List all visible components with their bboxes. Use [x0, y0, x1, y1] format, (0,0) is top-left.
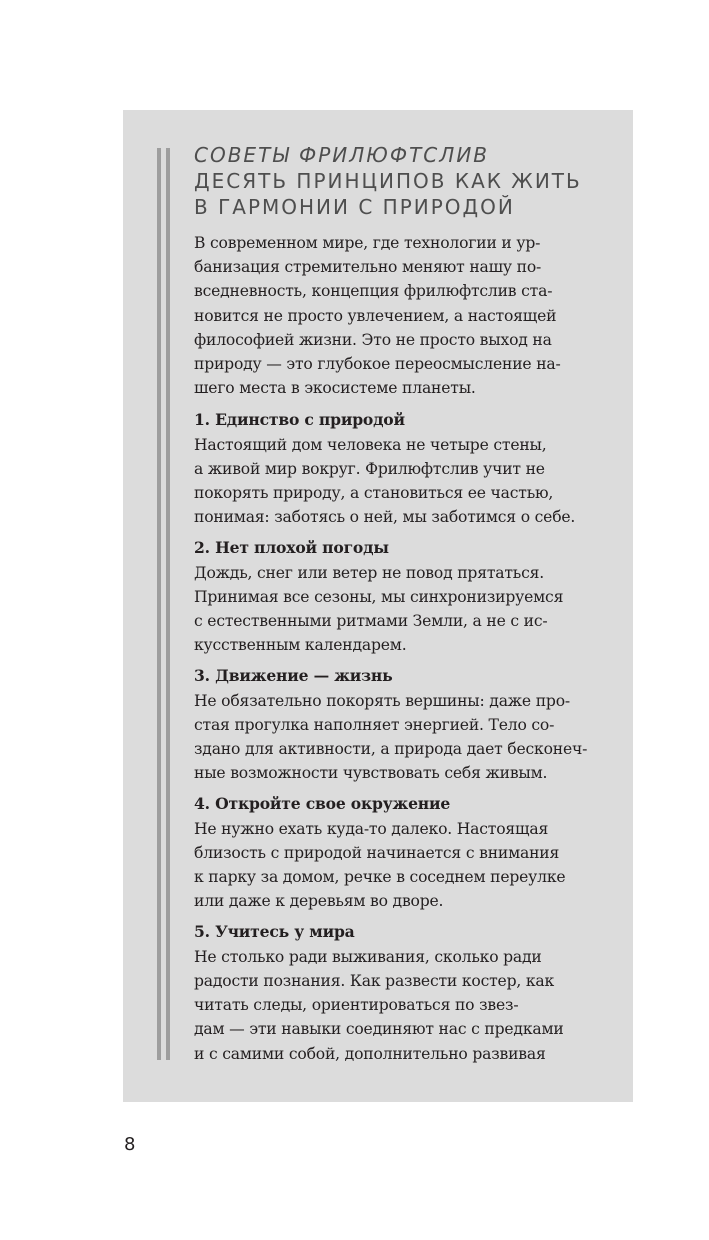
- sidebar-accent-bar-left: [157, 148, 161, 1060]
- principle-line: ные возможности чувствовать себя живым.: [194, 764, 548, 783]
- page-number: 8: [124, 1134, 136, 1155]
- principle-section-1: [194, 408, 614, 529]
- principle-heading: 3. Движение — жизнь: [194, 666, 393, 686]
- sidebar-title: СОВЕТЫ ФРИЛЮФТСЛИВ: [194, 143, 489, 167]
- principle-heading: 5. Учитесь у мира: [194, 922, 355, 942]
- intro-line: природу — это глубокое переосмысление на-: [194, 355, 561, 374]
- principle-line: к парку за домом, речке в соседнем переулке: [194, 868, 566, 887]
- principle-line: Не нужно ехать куда-то далеко. Настоящая: [194, 819, 549, 838]
- principle-line: кусственным календарем.: [194, 636, 407, 655]
- sidebar-subtitle-line-1: ДЕСЯТЬ ПРИНЦИПОВ КАК ЖИТЬ: [194, 169, 582, 193]
- intro-line: новится не просто увлечением, а настоящей: [194, 306, 557, 325]
- principle-line: Принимая все сезоны, мы синхронизируемся: [194, 587, 564, 606]
- intro-paragraph: [194, 231, 614, 400]
- principle-line: Настоящий дом человека не четыре стены,: [194, 435, 547, 454]
- principle-line: стая прогулка наполняет энергией. Тело со-: [194, 715, 555, 734]
- principle-heading: 1. Единство с природой: [194, 410, 405, 430]
- intro-line: философией жизни. Это не просто выход на: [194, 330, 552, 349]
- principle-line: понимая: заботясь о ней, мы заботимся о себе.: [194, 508, 576, 527]
- principle-line: Дождь, снег или ветер не повод прятаться.: [194, 563, 545, 582]
- principle-heading: 4. Откройте свое окружение: [194, 794, 451, 814]
- sidebar-accent-bar-right: [166, 148, 170, 1060]
- principle-heading: 2. Нет плохой погоды: [194, 538, 389, 558]
- principle-section-3: [194, 664, 614, 785]
- intro-line: В современном мире, где технологии и ур-: [194, 234, 541, 252]
- intro-line: банизация стремительно меняют нашу по-: [194, 258, 542, 277]
- principle-line: читать следы, ориентироваться по звез-: [194, 996, 519, 1015]
- principle-line: здано для активности, а природа дает бесконеч-: [194, 740, 588, 759]
- principle-line: с естественными ритмами Земли, а не с ис-: [194, 612, 548, 631]
- principle-line: дам — эти навыки соединяют нас с предками: [194, 1020, 564, 1039]
- principle-line: а живой мир вокруг. Фрилюфтслив учит не: [194, 459, 545, 478]
- principle-line: покорять природу, а становиться ее частью,: [194, 484, 554, 503]
- intro-line: вседневность, концепция фрилюфтслив ста-: [194, 282, 553, 301]
- principle-line: Не столько ради выживания, сколько ради: [194, 947, 542, 966]
- principle-line: близость с природой начинается с внимания: [194, 843, 560, 862]
- principle-line: радости познания. Как развести костер, как: [194, 971, 555, 990]
- sidebar-content: [194, 231, 614, 1066]
- principle-section-2: [194, 536, 614, 657]
- principle-section-4: [194, 792, 614, 913]
- principle-line: и с самими собой, дополнительно развивая: [194, 1044, 546, 1063]
- sidebar-title-block: [194, 142, 624, 220]
- principle-line: Не обязательно покорять вершины: даже про-: [194, 691, 570, 710]
- sidebar-subtitle-line-2: В ГАРМОНИИ С ПРИРОДОЙ: [194, 195, 515, 219]
- principle-line: или даже к деревьям во дворе.: [194, 892, 444, 911]
- intro-line: шего места в экосистеме планеты.: [194, 379, 476, 398]
- principle-section-5: [194, 920, 614, 1065]
